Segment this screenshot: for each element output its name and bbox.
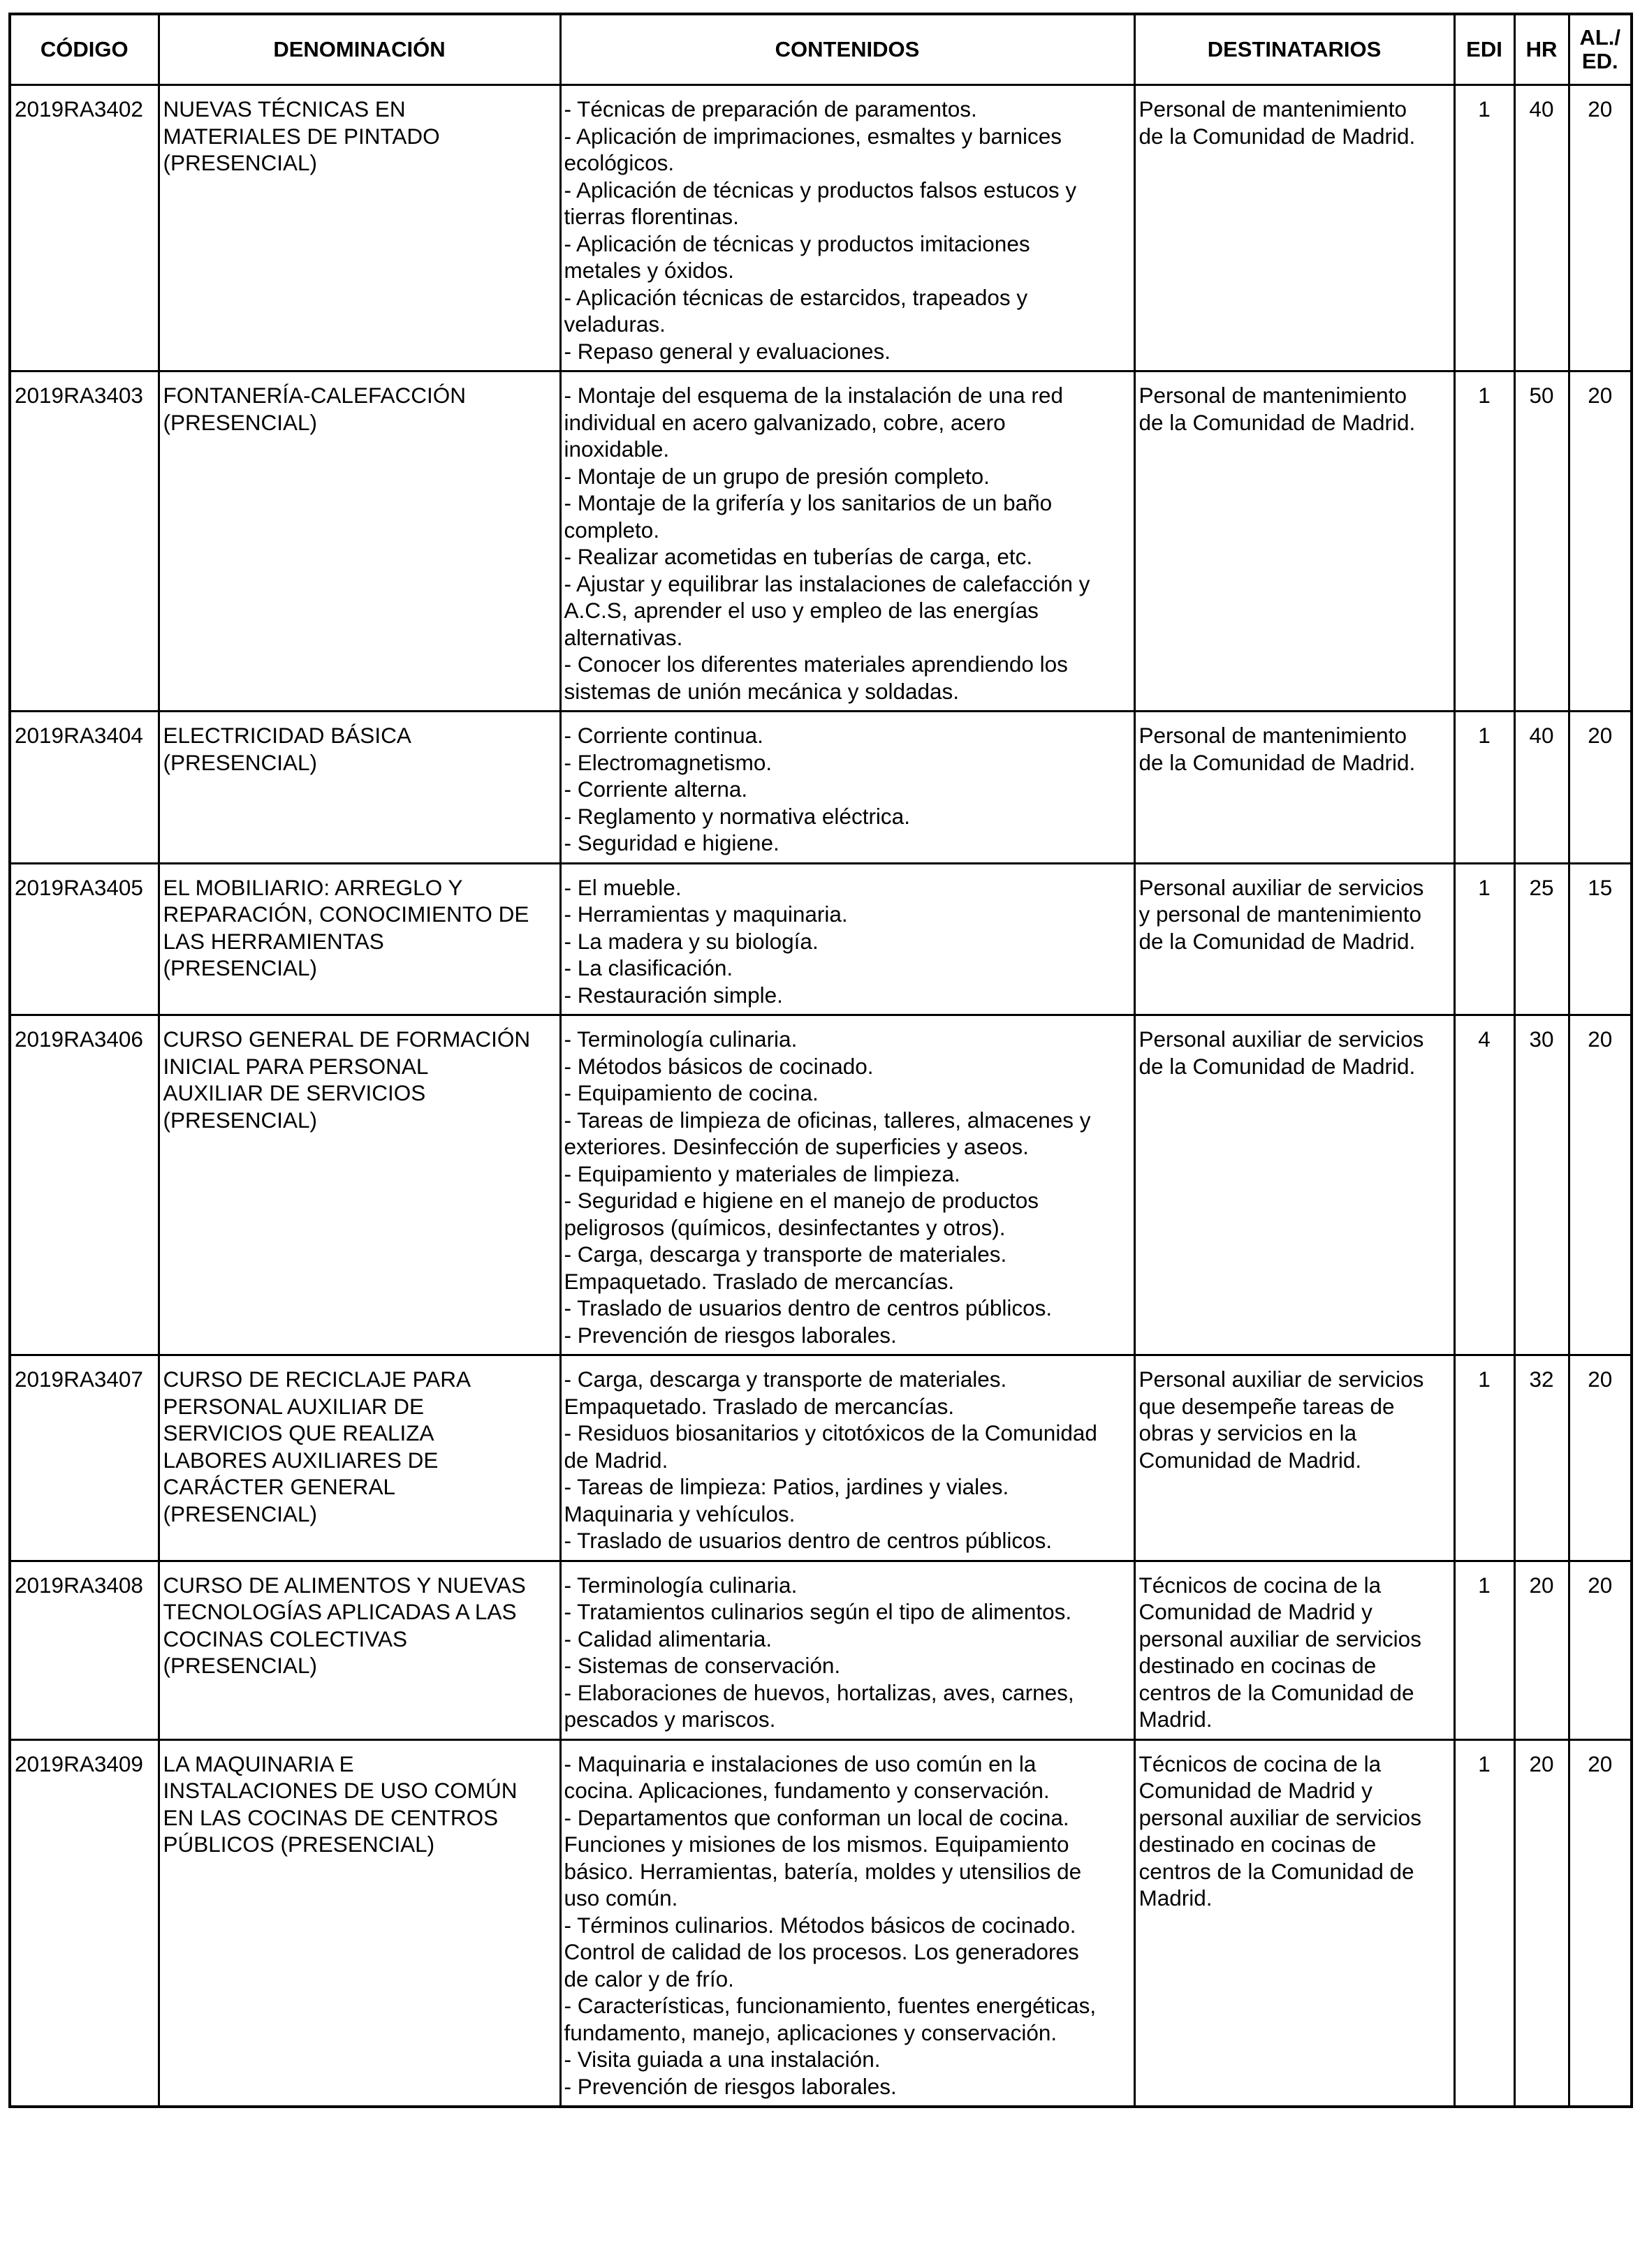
contenidos-line: - Carga, descarga y transporte de materiales. [564, 1242, 1007, 1267]
cell-denominacion [159, 85, 560, 371]
destinatarios-line: Personal auxiliar de servicios [1139, 1367, 1424, 1392]
cell-edi: 1 [1454, 371, 1514, 712]
denominacion-line: PERSONAL AUXILIAR DE [163, 1393, 424, 1419]
cell-contenidos [560, 863, 1134, 1015]
contenidos-line: - Repaso general y evaluaciones. [564, 338, 891, 364]
denominacion-line: (PRESENCIAL) [163, 1653, 318, 1678]
destinatarios-line: Madrid. [1139, 1707, 1213, 1732]
cell-codigo: 2019RA3409 [10, 1739, 159, 2107]
cell-edi: 1 [1454, 85, 1514, 371]
denominacion-line: INSTALACIONES DE USO COMÚN [163, 1778, 518, 1803]
destinatarios-line: de la Comunidad de Madrid. [1139, 1053, 1416, 1079]
denominacion-line: LAS HERRAMIENTAS [163, 928, 384, 954]
destinatarios-line: Técnicos de cocina de la [1139, 1572, 1382, 1598]
contenidos-line: cocina. Aplicaciones, fundamento y conservación. [564, 1778, 1050, 1803]
destinatarios-line: destinado en cocinas de [1139, 1653, 1377, 1678]
denominacion-line: FONTANERÍA-CALEFACCIÓN [163, 383, 466, 408]
contenidos-line: - Ajustar y equilibrar las instalaciones de calefacción y [564, 570, 1090, 596]
contenidos-line: - Herramientas y maquinaria. [564, 901, 848, 927]
denominacion-line: (PRESENCIAL) [163, 749, 318, 775]
contenidos-line: - Corriente continua. [564, 723, 763, 748]
cell-contenidos [560, 85, 1134, 371]
contenidos-line: - Montaje de un grupo de presión completo. [564, 463, 990, 489]
contenidos-line: fundamento, manejo, aplicaciones y conservación. [564, 2019, 1057, 2045]
destinatarios-line: y personal de mantenimiento [1139, 901, 1421, 927]
cell-codigo: 2019RA3402 [10, 85, 159, 371]
denominacion-line: CURSO DE RECICLAJE PARA [163, 1367, 471, 1392]
table-row [10, 85, 1632, 371]
denominacion-line: TECNOLOGÍAS APLICADAS A LAS [163, 1599, 517, 1624]
cell-hr: 40 [1514, 85, 1569, 371]
table-row [10, 1015, 1632, 1355]
contenidos-line: Control de calidad de los procesos. Los generadores [564, 1939, 1079, 1964]
cell-destinatarios [1134, 371, 1454, 712]
cell-al-ed: 20 [1569, 1561, 1632, 1739]
destinatarios-line: Comunidad de Madrid. [1139, 1447, 1362, 1473]
contenidos-line: - Residuos biosanitarios y citotóxicos de la Comunidad [564, 1420, 1097, 1445]
cell-edi: 4 [1454, 1015, 1514, 1355]
contenidos-line: peligrosos (químicos, desinfectantes y otros). [564, 1214, 1006, 1240]
contenidos-line: - Seguridad e higiene. [564, 830, 779, 855]
contenidos-line: Funciones y misiones de los mismos. Equipamiento [564, 1832, 1069, 1857]
contenidos-line: de Madrid. [564, 1447, 668, 1473]
cell-contenidos [560, 1355, 1134, 1561]
contenidos-line: - Aplicación técnicas de estarcidos, trapeados y [564, 284, 1028, 310]
contenidos-line: - Aplicación de imprimaciones, esmaltes y barnices [564, 123, 1062, 149]
contenidos-line: - Realizar acometidas en tuberías de carga, etc. [564, 544, 1033, 569]
destinatarios-line: personal auxiliar de servicios [1139, 1804, 1421, 1830]
table-row [10, 371, 1632, 712]
contenidos-line: veladuras. [564, 311, 666, 337]
denominacion-line: NUEVAS TÉCNICAS EN [163, 96, 406, 122]
cell-al-ed: 20 [1569, 1355, 1632, 1561]
cell-hr: 30 [1514, 1015, 1569, 1355]
cell-contenidos [560, 1561, 1134, 1739]
contenidos-line: - Aplicación de técnicas y productos imitaciones [564, 230, 1030, 256]
cell-edi: 1 [1454, 863, 1514, 1015]
contenidos-line: - Reglamento y normativa eléctrica. [564, 803, 910, 829]
denominacion-line: (PRESENCIAL) [163, 1501, 318, 1526]
denominacion-line: MATERIALES DE PINTADO [163, 123, 440, 149]
cell-al-ed: 20 [1569, 371, 1632, 712]
cell-denominacion [159, 1355, 560, 1561]
destinatarios-line: Comunidad de Madrid y [1139, 1778, 1372, 1803]
contenidos-line: - El mueble. [564, 874, 682, 900]
destinatarios-line: destinado en cocinas de [1139, 1832, 1377, 1857]
cell-hr: 20 [1514, 1739, 1569, 2107]
contenidos-line: - Prevención de riesgos laborales. [564, 2073, 897, 2099]
contenidos-line: uso común. [564, 1885, 678, 1910]
destinatarios-line: centros de la Comunidad de [1139, 1858, 1414, 1884]
table-row [10, 1739, 1632, 2107]
contenidos-line: sistemas de unión mecánica y soldadas. [564, 678, 960, 704]
header-codigo: CÓDIGO [10, 14, 159, 85]
contenidos-line: - Montaje de la grifería y los sanitarios de un baño [564, 490, 1053, 515]
contenidos-line: - Carga, descarga y transporte de materiales. [564, 1367, 1007, 1392]
contenidos-line: - Tratamientos culinarios según el tipo de alimentos. [564, 1599, 1072, 1624]
contenidos-line: Empaquetado. Traslado de mercancías. [564, 1393, 955, 1419]
destinatarios-line: personal auxiliar de servicios [1139, 1626, 1421, 1651]
table-row [10, 863, 1632, 1015]
cell-codigo: 2019RA3407 [10, 1355, 159, 1561]
destinatarios-line: Personal auxiliar de servicios [1139, 1026, 1424, 1052]
contenidos-line: ecológicos. [564, 150, 675, 175]
cell-destinatarios [1134, 85, 1454, 371]
denominacion-line: REPARACIÓN, CONOCIMIENTO DE [163, 901, 529, 927]
denominacion-line: (PRESENCIAL) [163, 150, 318, 175]
contenidos-line: - Elaboraciones de huevos, hortalizas, aves, carnes, [564, 1679, 1074, 1705]
cell-al-ed: 20 [1569, 712, 1632, 864]
denominacion-line: ELECTRICIDAD BÁSICA [163, 723, 411, 748]
denominacion-line: (PRESENCIAL) [163, 409, 318, 435]
destinatarios-line: Personal de mantenimiento [1139, 96, 1407, 122]
contenidos-line: - Aplicación de técnicas y productos falsos estucos y [564, 177, 1077, 202]
header-denominacion: DENOMINACIÓN [159, 14, 560, 85]
cell-hr: 40 [1514, 712, 1569, 864]
cell-contenidos [560, 371, 1134, 712]
cell-denominacion [159, 863, 560, 1015]
cell-denominacion [159, 712, 560, 864]
contenidos-line: - Características, funcionamiento, fuentes energéticas, [564, 1993, 1097, 2018]
cell-denominacion [159, 1015, 560, 1355]
contenidos-line: - Términos culinarios. Métodos básicos de cocinado. [564, 1912, 1076, 1938]
destinatarios-line: que desempeñe tareas de [1139, 1393, 1395, 1419]
denominacion-line: CARÁCTER GENERAL [163, 1474, 396, 1499]
cell-hr: 25 [1514, 863, 1569, 1015]
cell-destinatarios [1134, 712, 1454, 864]
cell-al-ed: 20 [1569, 1739, 1632, 2107]
destinatarios-line: Personal auxiliar de servicios [1139, 874, 1424, 900]
contenidos-line: exteriores. Desinfección de superficies y aseos. [564, 1134, 1029, 1159]
cell-destinatarios [1134, 863, 1454, 1015]
contenidos-line: Empaquetado. Traslado de mercancías. [564, 1268, 955, 1294]
contenidos-line: metales y óxidos. [564, 258, 734, 283]
destinatarios-line: Técnicos de cocina de la [1139, 1751, 1382, 1776]
contenidos-line: - Traslado de usuarios dentro de centros públicos. [564, 1528, 1053, 1553]
contenidos-line: de calor y de frío. [564, 1966, 734, 1991]
header-contenidos: CONTENIDOS [560, 14, 1134, 85]
contenidos-line: - Sistemas de conservación. [564, 1653, 841, 1678]
denominacion-line: CURSO GENERAL DE FORMACIÓN [163, 1026, 531, 1052]
contenidos-line: Maquinaria y vehículos. [564, 1501, 796, 1526]
table-row [10, 1355, 1632, 1561]
cell-denominacion [159, 1561, 560, 1739]
contenidos-line: - Seguridad e higiene en el manejo de productos [564, 1188, 1039, 1213]
contenidos-line: - Montaje del esquema de la instalación de una red [564, 383, 1063, 408]
header-edi: EDI [1454, 14, 1514, 85]
contenidos-line: - Conocer los diferentes materiales aprendiendo los [564, 651, 1068, 677]
cell-codigo: 2019RA3406 [10, 1015, 159, 1355]
cell-al-ed: 20 [1569, 1015, 1632, 1355]
contenidos-line: - Equipamiento de cocina. [564, 1080, 819, 1105]
contenidos-line: - Electromagnetismo. [564, 749, 773, 775]
contenidos-line: inoxidable. [564, 436, 670, 462]
contenidos-line: - Restauración simple. [564, 982, 783, 1008]
contenidos-line: alternativas. [564, 624, 683, 650]
denominacion-line: LABORES AUXILIARES DE [163, 1447, 439, 1473]
denominacion-line: EN LAS COCINAS DE CENTROS [163, 1804, 499, 1830]
destinatarios-line: de la Comunidad de Madrid. [1139, 749, 1416, 775]
contenidos-line: - Corriente alterna. [564, 776, 748, 802]
denominacion-line: LA MAQUINARIA E [163, 1751, 354, 1776]
cell-destinatarios [1134, 1015, 1454, 1355]
table-row [10, 712, 1632, 864]
cell-destinatarios [1134, 1739, 1454, 2107]
denominacion-line: EL MOBILIARIO: ARREGLO Y [163, 874, 463, 900]
contenidos-line: - Equipamiento y materiales de limpieza. [564, 1161, 960, 1186]
contenidos-line: - La clasificación. [564, 955, 733, 980]
contenidos-line: - Calidad alimentaria. [564, 1626, 773, 1651]
cell-contenidos [560, 712, 1134, 864]
denominacion-line: AUXILIAR DE SERVICIOS [163, 1080, 426, 1105]
cell-codigo: 2019RA3408 [10, 1561, 159, 1739]
cell-destinatarios [1134, 1561, 1454, 1739]
contenidos-line: - Tareas de limpieza: Patios, jardines y viales. [564, 1474, 1009, 1499]
contenidos-line: individual en acero galvanizado, cobre, acero [564, 409, 1006, 435]
contenidos-line: - Departamentos que conforman un local de cocina. [564, 1804, 1069, 1830]
contenidos-line: - Traslado de usuarios dentro de centros públicos. [564, 1295, 1053, 1320]
contenidos-line: - Terminología culinaria. [564, 1026, 798, 1052]
courses-table [8, 13, 1633, 2108]
header-hr: HR [1514, 14, 1569, 85]
table-body [10, 85, 1632, 2107]
cell-edi: 1 [1454, 712, 1514, 864]
contenidos-line: tierras florentinas. [564, 204, 739, 229]
contenidos-line: - Visita guiada a una instalación. [564, 2047, 881, 2072]
contenidos-line: - Prevención de riesgos laborales. [564, 1322, 897, 1348]
denominacion-line: INICIAL PARA PERSONAL [163, 1053, 429, 1079]
header-al-ed [1569, 14, 1632, 85]
cell-contenidos [560, 1015, 1134, 1355]
cell-al-ed: 20 [1569, 85, 1632, 371]
destinatarios-line: Personal de mantenimiento [1139, 383, 1407, 408]
contenidos-line: - Métodos básicos de cocinado. [564, 1053, 874, 1079]
contenidos-line: básico. Herramientas, batería, moldes y utensilios de [564, 1858, 1082, 1884]
table-row [10, 1561, 1632, 1739]
contenidos-line: - Tareas de limpieza de oficinas, talleres, almacenes y [564, 1107, 1091, 1133]
contenidos-line: - Maquinaria e instalaciones de uso común en la [564, 1751, 1037, 1776]
destinatarios-line: de la Comunidad de Madrid. [1139, 123, 1416, 149]
denominacion-line: CURSO DE ALIMENTOS Y NUEVAS [163, 1572, 526, 1598]
header-destinatarios: DESTINATARIOS [1134, 14, 1454, 85]
cell-hr: 50 [1514, 371, 1569, 712]
cell-denominacion [159, 371, 560, 712]
cell-contenidos [560, 1739, 1134, 2107]
contenidos-line: A.C.S, aprender el uso y empleo de las energías [564, 598, 1039, 623]
header-row [10, 14, 1632, 85]
contenidos-line: pescados y mariscos. [564, 1707, 776, 1732]
cell-hr: 20 [1514, 1561, 1569, 1739]
cell-denominacion [159, 1739, 560, 2107]
contenidos-line: - Terminología culinaria. [564, 1572, 798, 1598]
denominacion-line: (PRESENCIAL) [163, 955, 318, 980]
cell-codigo: 2019RA3404 [10, 712, 159, 864]
cell-edi: 1 [1454, 1739, 1514, 2107]
destinatarios-line: Madrid. [1139, 1885, 1213, 1910]
header-al-ed-line2: ED. [1581, 49, 1618, 73]
contenidos-line: - La madera y su biología. [564, 928, 819, 954]
denominacion-line: (PRESENCIAL) [163, 1107, 318, 1133]
denominacion-line: COCINAS COLECTIVAS [163, 1626, 407, 1651]
denominacion-line: SERVICIOS QUE REALIZA [163, 1420, 434, 1445]
destinatarios-line: centros de la Comunidad de [1139, 1679, 1414, 1705]
cell-hr: 32 [1514, 1355, 1569, 1561]
destinatarios-line: de la Comunidad de Madrid. [1139, 409, 1416, 435]
destinatarios-line: de la Comunidad de Madrid. [1139, 928, 1416, 954]
cell-al-ed: 15 [1569, 863, 1632, 1015]
destinatarios-line: Comunidad de Madrid y [1139, 1599, 1372, 1624]
contenidos-line: - Técnicas de preparación de paramentos. [564, 96, 977, 122]
cell-codigo: 2019RA3405 [10, 863, 159, 1015]
destinatarios-line: Personal de mantenimiento [1139, 723, 1407, 748]
header-al-ed-line1: AL./ [1579, 25, 1621, 50]
cell-codigo: 2019RA3403 [10, 371, 159, 712]
cell-edi: 1 [1454, 1355, 1514, 1561]
cell-destinatarios [1134, 1355, 1454, 1561]
denominacion-line: PÚBLICOS (PRESENCIAL) [163, 1832, 435, 1857]
destinatarios-line: obras y servicios en la [1139, 1420, 1357, 1445]
contenidos-line: completo. [564, 517, 660, 543]
cell-edi: 1 [1454, 1561, 1514, 1739]
